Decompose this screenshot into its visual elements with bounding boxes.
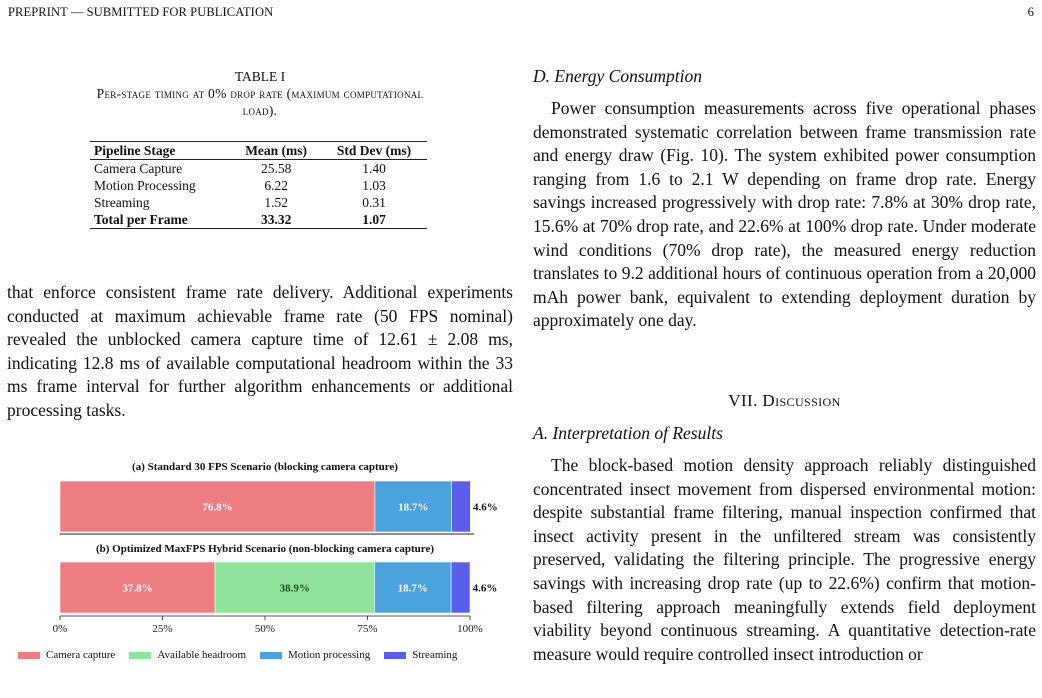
table-cell: 33.32 <box>260 212 292 227</box>
table-row <box>90 177 427 194</box>
data-label: 4.6% <box>472 582 498 595</box>
legend-swatch-motion <box>260 652 282 659</box>
table-cell: Motion Processing <box>94 178 196 193</box>
legend-label: Available headroom <box>157 649 247 661</box>
page-number: 6 <box>1027 5 1034 19</box>
discussion-title-prefix: VII. D <box>728 391 776 410</box>
legend-item <box>18 649 115 661</box>
x-tick-label: 100% <box>457 623 483 635</box>
data-label: 18.7% <box>397 582 428 595</box>
table-label: TABLE I <box>234 69 286 84</box>
x-tick-label: 50% <box>254 623 276 635</box>
data-label: 37.8% <box>122 582 153 595</box>
data-label: 4.6% <box>473 501 498 514</box>
legend-label: Streaming <box>412 649 458 661</box>
x-tick-label: 75% <box>357 623 378 635</box>
legend-swatch-streaming <box>384 652 406 659</box>
table-cell: 1.52 <box>264 195 288 210</box>
table-caption-line-1: Per-stage timing at 0% drop rate (maximum computational <box>96 86 424 101</box>
table-cell: 25.58 <box>260 161 292 176</box>
table-caption <box>0 68 520 119</box>
bar-panel-title: (a) Standard 30 FPS Scenario (blocking camera capture) <box>132 461 398 473</box>
energy-heading: D. Energy Consumption <box>533 66 702 86</box>
table-row <box>90 194 427 211</box>
table-cell: 6.22 <box>264 178 288 193</box>
bar-panel-title: (b) Optimized MaxFPS Hybrid Scenario (non-blocking camera capture) <box>95 543 435 555</box>
table-cell: Camera Capture <box>94 161 183 176</box>
table-row <box>90 160 427 178</box>
chart-legend <box>18 649 518 661</box>
legend-item <box>260 649 370 661</box>
table-cell: Total per Frame <box>94 212 188 227</box>
body-paragraph-left: that enforce consistent frame rate delivery. Additional experiments conducted at maximum achievable frame rate (50 FPS nominal) revealed the unblocked camera capture time of 12.61 ± 2.08 ms, indicating 12.8 ms of available computational headroom within the 33 ms frame interval for further algorithm enhancements or additional processing tasks. <box>7 282 513 420</box>
energy-paragraph: Power consumption measurements across five operational phases demonstrated systematic correlation between frame transmission rate and energy draw (Fig. 10). The system exhibited power consumption ranging from 1.6 to 2.1 W depending on frame drop rate. Energy savings increased progressively with drop rate: 7.8% at 30% drop rate, 15.6% at 70% drop rate, and 22.6% at 100% drop rate. Under moderate wind conditions (70% drop rate), the measured energy reduction translates to 9.2 additional hours of continuous operation from a 20,000 mAh power bank, equivalent to extending deployment duration by approximately one day. <box>533 98 1036 331</box>
legend-label: Camera capture <box>46 649 116 661</box>
discussion-paragraph: The block-based motion density approach reliably distinguished concentrated insect movement from dispersed environmental motion: despite substantial frame filtering, manual inspection confirmed that insect activity present in the unfiltered stream was consistently preserved, validating the filtering principle. The progressive energy savings with increasing drop rate (up to 22.6%) confirm that motion-based filtering approach meaningfully extends field deployment viability beyond continuous streaming. A quantitative detection-rate measure would require controlled insect introduction or <box>533 455 1036 664</box>
table-header-row <box>90 142 427 160</box>
data-label: 76.8% <box>202 501 233 514</box>
legend-label: Motion processing <box>288 649 371 661</box>
running-header <box>8 5 1034 20</box>
bar-segment <box>451 562 470 613</box>
timing-table <box>90 141 427 229</box>
legend-swatch-camera <box>18 652 40 659</box>
data-label: 18.7% <box>398 501 429 514</box>
data-label: 38.9% <box>279 582 310 595</box>
table-cell: 1.40 <box>362 161 386 176</box>
discussion-title-rest: iscussion <box>775 391 841 410</box>
table-cell: 1.03 <box>362 178 386 193</box>
table-cell: Streaming <box>94 195 150 210</box>
bar-segment <box>452 481 471 532</box>
column-header: Mean (ms) <box>245 143 308 158</box>
x-tick-label: 25% <box>152 623 173 635</box>
table-cell: 1.07 <box>362 212 386 227</box>
running-header-title: PREPRINT — SUBMITTED FOR PUBLICATION <box>8 5 274 19</box>
legend-item <box>129 649 246 661</box>
column-header: Pipeline Stage <box>94 143 176 158</box>
table-cell: 0.31 <box>362 195 386 210</box>
column-header: Std Dev (ms) <box>336 143 412 158</box>
legend-swatch-headroom <box>129 652 151 659</box>
legend-item <box>384 649 457 661</box>
interpretation-heading: A. Interpretation of Results <box>533 423 723 443</box>
discussion-section-title <box>533 391 1036 411</box>
table-caption-line-2: load). <box>242 103 278 118</box>
x-tick-label: 0% <box>52 623 68 635</box>
table-total-row <box>90 211 427 229</box>
